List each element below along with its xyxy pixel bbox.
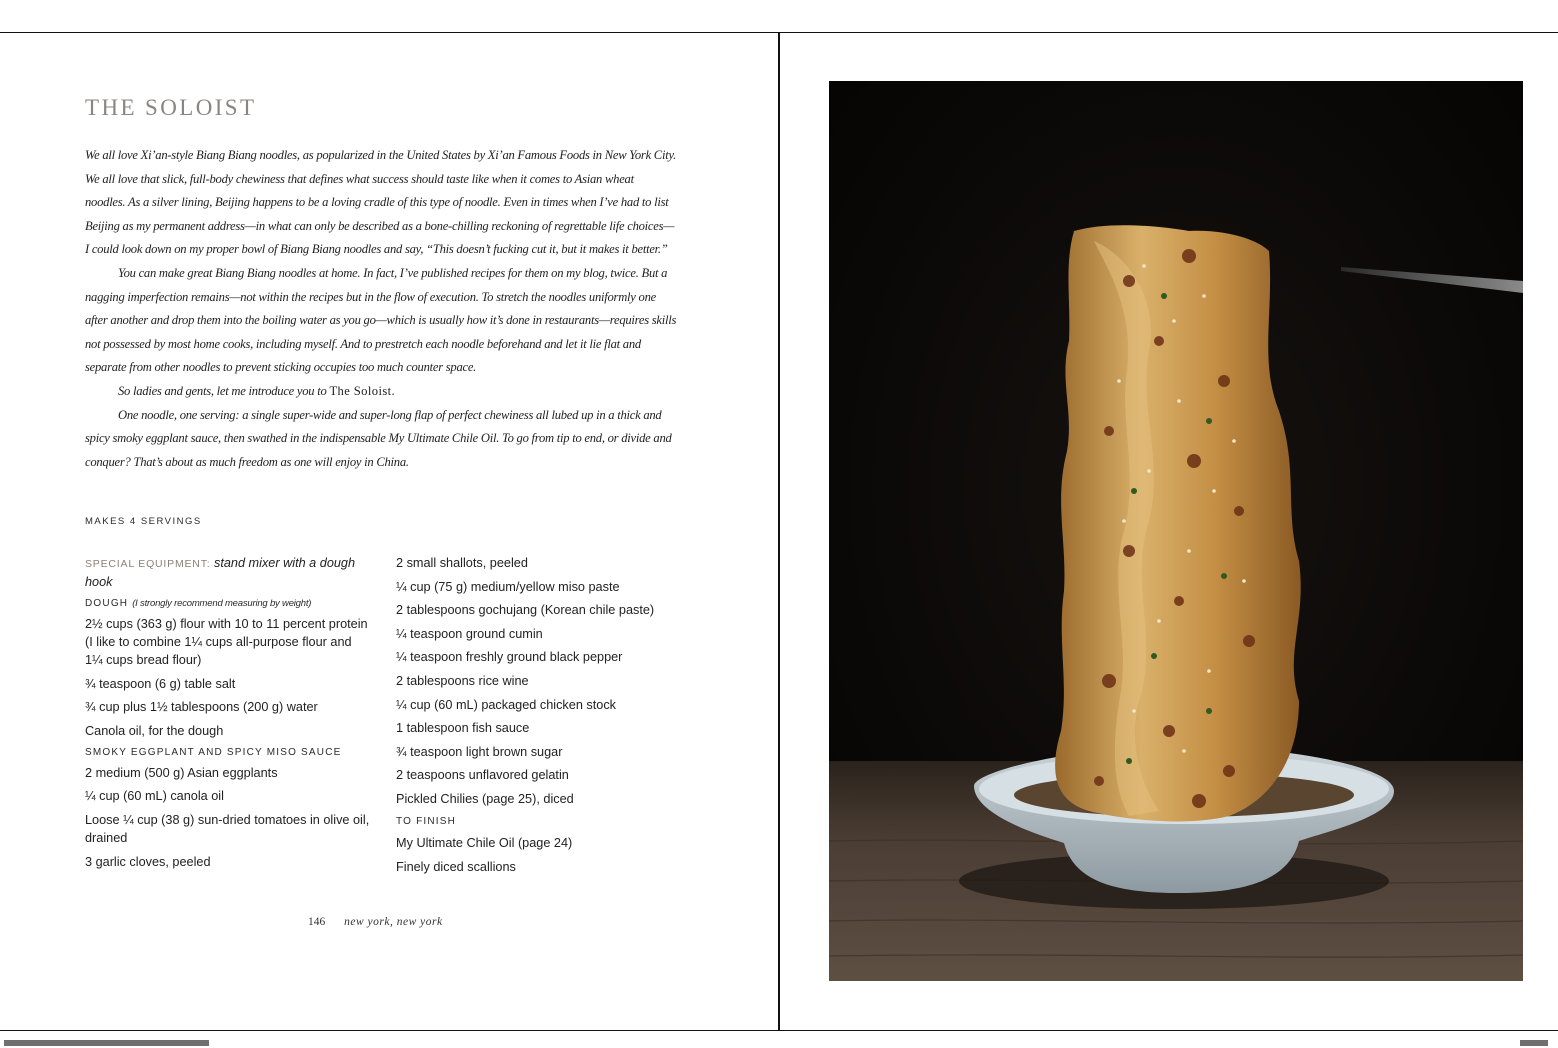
- intro-paragraph: You can make great Biang Biang noodles at home. In fact, I’ve published recipes for them on my blog, twice. But a nagging imperfection remains—not within the recipes but in the flow of execution. To stretch the noodles uniformly one after another and drop them into the boiling water as you go—which is usually how it’s done in restaurants—requires skills not possessed by most home cooks, including myself. And to prestretch each noodle beforehand and let it lie flat and separate from other noodles to prevent sticking occupies too much counter space.: [85, 265, 677, 375]
- bottom-strip-right: [1520, 1040, 1548, 1046]
- top-bar: [0, 0, 1558, 33]
- ingredient: ¼ cup (60 mL) packaged chicken stock: [396, 697, 617, 712]
- bottom-bar: [0, 1030, 1558, 1048]
- sauce-heading: SMOKY EGGPLANT AND SPICY MISO SAUCE: [85, 746, 342, 758]
- ingredient: Canola oil, for the dough: [85, 723, 224, 738]
- equipment-label: SPECIAL EQUIPMENT:: [85, 558, 211, 570]
- page-number: 146: [308, 916, 326, 928]
- finish-heading: TO FINISH: [396, 815, 457, 827]
- dough-heading-label: DOUGH: [85, 598, 129, 609]
- ingredient: 2 small shallots, peeled: [396, 556, 528, 570]
- ingredients-column-left: [85, 554, 370, 876]
- special-equipment: [85, 554, 370, 591]
- ingredient: 2 tablespoons rice wine: [396, 673, 529, 688]
- dough-note: (I strongly recommend measuring by weight): [132, 598, 312, 609]
- ingredient: Pickled Chilies (page 25), diced: [396, 791, 574, 806]
- ingredient: 2 medium (500 g) Asian eggplants: [85, 765, 278, 780]
- ingredient: ¾ teaspoon (6 g) table salt: [85, 676, 236, 691]
- ingredient: Loose ¼ cup (38 g) sun-dried tomatoes in olive oil, drained: [85, 812, 370, 845]
- servings: MAKES 4 SERVINGS: [85, 516, 202, 527]
- intro-paragraph: [85, 380, 677, 404]
- ingredient: ¼ teaspoon ground cumin: [396, 626, 543, 641]
- recipe-intro: [85, 144, 677, 474]
- ingredient: ¾ teaspoon light brown sugar: [396, 744, 563, 759]
- recipe-title: THE SOLOIST: [85, 95, 257, 120]
- intro-paragraph: We all love Xi’an-style Biang Biang noodles, as popularized in the United States by Xi’an Famous Foods in New York City. We all love that slick, full-body chewiness that defines what success should taste like when it comes to Asian wheat noodles. As a silver lining, Beijing happens to be a loving cradle of this type of noodle. Even in times when I’ve had to list Beijing as my permanent address—in what can only be described as a bone-chilling reckoning of regrettable life choices—I could look down on my proper bowl of Biang Biang noodles and say, “This doesn’t fucking cut it, but it makes it better.”: [85, 148, 677, 257]
- intro-lead: So ladies and gents, let me introduce you to: [118, 383, 330, 398]
- noodle-photo: [829, 81, 1523, 981]
- ingredient: Finely diced scallions: [396, 859, 516, 874]
- ingredient: 2½ cups (363 g) flour with 10 to 11 percent protein (I like to combine 1¼ cups all-purpose flour and 1¼ cups bread flour): [85, 617, 368, 667]
- intro-paragraph: One noodle, one serving: a single super-wide and super-long flap of perfect chewiness all lubed up in a thick and spicy smoky eggplant sauce, then swathed in the indispensable My Ultimate Chile Oil. To go from tip to end, or divide and conquer? That’s about as much freedom as one will enjoy in China.: [85, 407, 672, 469]
- running-head: new york, new york: [344, 916, 443, 928]
- ingredient: 1 tablespoon fish sauce: [396, 721, 530, 736]
- dough-heading: [85, 597, 370, 611]
- ingredient: 2 tablespoons gochujang (Korean chile paste): [396, 603, 655, 618]
- ingredient: 2 teaspoons unflavored gelatin: [396, 768, 569, 783]
- ingredients-column-right: [396, 554, 686, 881]
- bottom-strip-left: [4, 1040, 209, 1046]
- ingredient: My Ultimate Chile Oil (page 24): [396, 835, 573, 850]
- ingredient: ¼ cup (60 mL) canola oil: [85, 789, 224, 804]
- ingredient: ¼ teaspoon freshly ground black pepper: [396, 650, 623, 665]
- ingredient: ¼ cup (75 g) medium/yellow miso paste: [396, 579, 620, 594]
- soloist-name: The Soloist.: [329, 383, 396, 398]
- noodle-ribbon: [1055, 225, 1301, 821]
- ingredient: ¾ cup plus 1½ tablespoons (200 g) water: [85, 700, 318, 715]
- ingredient: 3 garlic cloves, peeled: [85, 854, 211, 869]
- page-footer: [308, 916, 443, 928]
- equipment-text: stand mixer with a dough hook: [85, 556, 356, 589]
